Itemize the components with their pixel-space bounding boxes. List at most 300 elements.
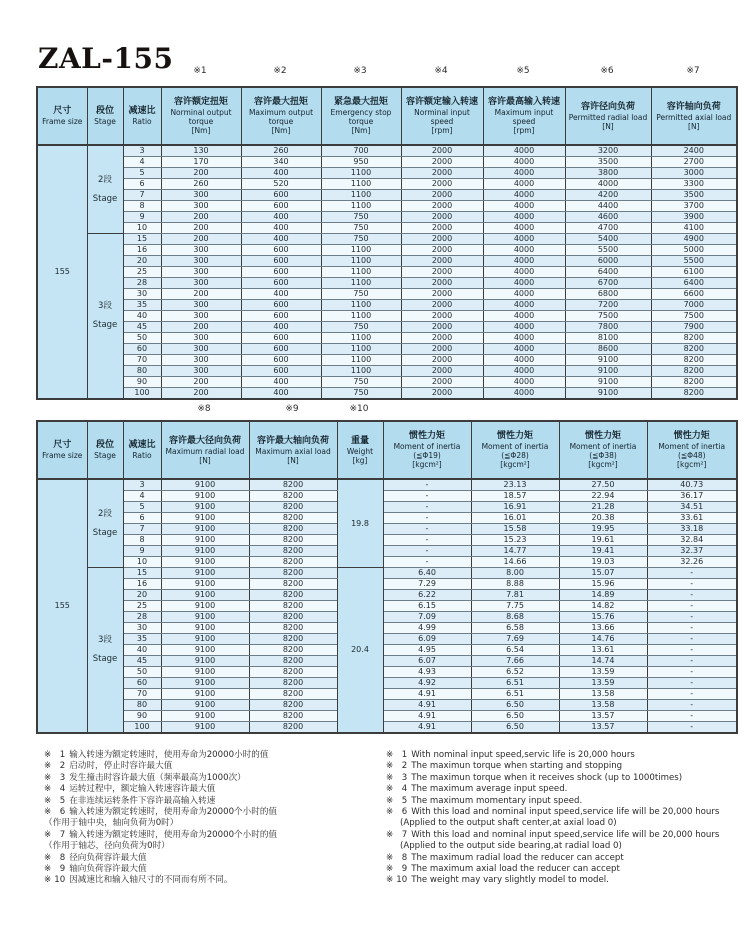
value-cell: 950	[321, 157, 401, 168]
value-cell: 8200	[249, 711, 337, 722]
value-cell: -	[383, 535, 471, 546]
ratio-cell: 3	[123, 145, 161, 157]
value-cell: 6800	[565, 289, 651, 300]
footnote-text: 在非连续运转条件下容许最高输入转速	[69, 795, 216, 806]
ref-mark: ※	[44, 807, 52, 818]
header-unit: [N]	[602, 121, 614, 131]
value-cell: 2000	[401, 234, 483, 245]
value-cell: 4000	[483, 311, 565, 322]
value-cell: 9100	[161, 656, 249, 667]
value-cell: 6.09	[383, 634, 471, 645]
footnote-number: 1	[401, 750, 408, 760]
value-cell: 4100	[651, 223, 737, 234]
ratio-cell: 3	[123, 479, 161, 491]
ratio-cell: 100	[123, 722, 161, 734]
value-cell: 6.51	[471, 689, 559, 700]
value-cell: 300	[161, 333, 241, 344]
ratio-cell: 28	[123, 278, 161, 289]
footnote-line	[44, 830, 386, 841]
value-cell: 23.13	[471, 479, 559, 491]
value-cell: 32.26	[647, 557, 737, 568]
header-en: Emergency stop torque	[330, 108, 392, 126]
header-shaft-size: (≦Φ48)	[677, 451, 706, 460]
value-cell: 750	[321, 223, 401, 234]
value-cell: 8200	[249, 612, 337, 623]
header-en: Maximum radial load	[165, 446, 245, 456]
value-cell: 8200	[249, 491, 337, 502]
ref-mark: ※	[44, 750, 52, 760]
footnote-line	[44, 784, 386, 795]
header-unit: [kgcm²]	[500, 460, 530, 469]
footnote-line	[386, 773, 746, 784]
col-header-frame-size	[37, 87, 87, 145]
value-cell: 3500	[565, 157, 651, 168]
value-cell: 1100	[321, 366, 401, 377]
header-en: Stage	[94, 117, 116, 126]
value-cell: 8100	[565, 333, 651, 344]
value-cell: 1100	[321, 300, 401, 311]
table-row	[37, 355, 737, 366]
footnote-number: 4	[401, 784, 408, 795]
value-cell: 4000	[483, 212, 565, 223]
col-header-nominal-input-speed	[401, 87, 483, 145]
value-cell: 2000	[401, 311, 483, 322]
value-cell: 4000	[483, 201, 565, 212]
table-row	[37, 535, 737, 546]
value-cell: 2000	[401, 278, 483, 289]
footnote-number: 5	[59, 795, 66, 806]
value-cell: 15.23	[471, 535, 559, 546]
ratio-cell: 6	[123, 513, 161, 524]
ref-mark: ※	[386, 795, 394, 806]
value-cell: 4000	[483, 267, 565, 278]
value-cell: 4000	[483, 168, 565, 179]
ratio-cell: 9	[123, 212, 161, 223]
value-cell: 9100	[161, 513, 249, 524]
value-cell: 7.66	[471, 656, 559, 667]
header-en: Moment of inertia	[481, 442, 549, 451]
value-cell: 2000	[401, 157, 483, 168]
value-cell: 8200	[249, 546, 337, 557]
value-cell: 8200	[249, 535, 337, 546]
value-cell: 300	[161, 355, 241, 366]
header-zh: 段位	[95, 440, 114, 450]
table-row	[37, 300, 737, 311]
header-unit: [kg]	[352, 455, 368, 465]
header-en: Norminal output torque	[170, 108, 232, 126]
value-cell: 8200	[651, 355, 737, 366]
table-row	[37, 579, 737, 590]
value-cell: 36.17	[647, 491, 737, 502]
value-cell: 9100	[161, 612, 249, 623]
value-cell: 9100	[161, 711, 249, 722]
header-unit: [kgcm²]	[412, 460, 442, 469]
col-header-maximum-axial-load	[249, 421, 337, 479]
value-cell: 4.99	[383, 623, 471, 634]
value-cell: 600	[241, 278, 321, 289]
value-cell: 2000	[401, 256, 483, 267]
col-header-inertia-phi38	[559, 421, 647, 479]
table2-ref-marks	[36, 404, 736, 417]
table-row	[37, 502, 737, 513]
value-cell: 750	[321, 322, 401, 333]
table-row	[37, 388, 737, 400]
value-cell: 8200	[651, 366, 737, 377]
value-cell: 13.59	[559, 678, 647, 689]
table-row	[37, 179, 737, 190]
value-cell: 6.15	[383, 601, 471, 612]
value-cell: 2000	[401, 223, 483, 234]
value-cell: 600	[241, 256, 321, 267]
value-cell: 200	[161, 234, 241, 245]
ratio-cell: 10	[123, 557, 161, 568]
header-en: Maximum axial load	[255, 446, 331, 456]
value-cell: -	[647, 700, 737, 711]
ref-mark: ※10	[349, 404, 369, 414]
table-row	[37, 590, 737, 601]
col-header-maximum-input-speed	[483, 87, 565, 145]
value-cell: 2000	[401, 212, 483, 223]
value-cell: 200	[161, 212, 241, 223]
footnote-number: 3	[59, 772, 66, 783]
table-row	[37, 557, 737, 568]
value-cell: 2000	[401, 388, 483, 400]
ratio-cell: 4	[123, 157, 161, 168]
ratio-cell: 45	[123, 322, 161, 333]
value-cell: 4000	[483, 366, 565, 377]
table-row	[37, 645, 737, 656]
ratio-cell: 9	[123, 546, 161, 557]
value-cell: 6.07	[383, 656, 471, 667]
value-cell: 9100	[161, 634, 249, 645]
value-cell: 400	[241, 388, 321, 400]
value-cell: 6100	[651, 267, 737, 278]
footnote-text: The maximun torque when starting and stopping	[411, 761, 623, 772]
ref-mark: ※2	[273, 66, 287, 76]
value-cell: 9100	[565, 355, 651, 366]
value-cell: 200	[161, 388, 241, 400]
header-unit: [rpm]	[513, 126, 535, 135]
footnote-text: With nominal input speed,servic life is 20,000 hours	[411, 750, 635, 760]
ratio-cell: 5	[123, 502, 161, 513]
value-cell: 3200	[565, 145, 651, 157]
value-cell: 6.51	[471, 678, 559, 689]
value-cell: 13.61	[559, 645, 647, 656]
ratio-cell: 90	[123, 377, 161, 388]
ratio-cell: 50	[123, 333, 161, 344]
footnote-number: 3	[401, 772, 408, 783]
header-en: Maximum input speed	[494, 108, 554, 126]
value-cell: 1100	[321, 201, 401, 212]
col-header-maximum-radial-load	[161, 421, 249, 479]
value-cell: -	[647, 590, 737, 601]
stage-label-zh: 2段	[98, 174, 112, 185]
value-cell: 3700	[651, 201, 737, 212]
footnote-number: 9	[401, 864, 408, 875]
header-zh: 容许最大扭矩	[253, 97, 308, 107]
value-cell: 300	[161, 201, 241, 212]
stage-cell	[87, 145, 123, 234]
col-header-stage	[87, 87, 123, 145]
value-cell: 9100	[161, 546, 249, 557]
ratio-cell: 30	[123, 289, 161, 300]
value-cell: 4000	[483, 388, 565, 400]
col-header-nominal-output-torque	[161, 87, 241, 145]
footnote-text: The maximum average input speed.	[411, 784, 568, 795]
header-zh: 减速比	[128, 440, 156, 450]
stage-label-en: Stage	[92, 654, 118, 664]
footnote-number: 8	[401, 852, 408, 863]
value-cell: 600	[241, 267, 321, 278]
footnote-text: 启动时，停止时容许最大值	[69, 761, 173, 772]
ratio-cell: 100	[123, 388, 161, 400]
footnote-text: 运转过程中，额定输入转速容许最大值	[69, 784, 216, 795]
value-cell: 6.50	[471, 700, 559, 711]
value-cell: 2000	[401, 300, 483, 311]
value-cell: 9100	[161, 667, 249, 678]
value-cell: 600	[241, 355, 321, 366]
ratio-cell: 15	[123, 568, 161, 579]
ratio-cell: 8	[123, 535, 161, 546]
value-cell: 4000	[483, 300, 565, 311]
value-cell: 4600	[565, 212, 651, 223]
value-cell: 300	[161, 311, 241, 322]
value-cell: 2000	[401, 344, 483, 355]
col-header-permitted-radial-load	[565, 87, 651, 145]
footnote-line	[386, 796, 746, 807]
table1-body	[37, 145, 737, 399]
col-header-ratio	[123, 87, 161, 145]
value-cell: 13.58	[559, 700, 647, 711]
value-cell: 8200	[651, 388, 737, 400]
ref-mark: ※	[386, 807, 394, 818]
footnote-number: 2	[401, 761, 408, 772]
value-cell: 400	[241, 289, 321, 300]
value-cell: -	[383, 479, 471, 491]
value-cell: 6.52	[471, 667, 559, 678]
value-cell: 6400	[651, 278, 737, 289]
value-cell: 4000	[483, 355, 565, 366]
value-cell: 19.95	[559, 524, 647, 535]
value-cell: 600	[241, 245, 321, 256]
ref-mark: ※	[386, 852, 394, 863]
value-cell: 1100	[321, 333, 401, 344]
footnote-text: 发生撞击时容许最大值（频率最高为1000次）	[69, 772, 246, 783]
value-cell: 750	[321, 289, 401, 300]
value-cell: 7.09	[383, 612, 471, 623]
value-cell: 40.73	[647, 479, 737, 491]
footnote-text: 输入转速为额定转速时，使用寿命为20000小时的值	[69, 750, 269, 760]
ref-mark: ※9	[285, 404, 299, 414]
stage-label-en: Stage	[92, 193, 118, 204]
value-cell: 750	[321, 212, 401, 223]
value-cell: 7.29	[383, 579, 471, 590]
table-row	[37, 491, 737, 502]
value-cell: 130	[161, 145, 241, 157]
ref-mark: ※	[386, 772, 394, 783]
footnote-continuation: (Applied to the output shaft center,at axial load 0)	[400, 818, 617, 829]
header-zh: 尺寸	[53, 106, 72, 116]
value-cell: 9100	[161, 590, 249, 601]
value-cell: 8200	[651, 333, 737, 344]
value-cell: -	[647, 722, 737, 734]
ratio-cell: 16	[123, 579, 161, 590]
value-cell: 4000	[483, 179, 565, 190]
value-cell: 300	[161, 256, 241, 267]
header-unit: [kgcm²]	[677, 460, 707, 469]
value-cell: 300	[161, 366, 241, 377]
value-cell: 400	[241, 168, 321, 179]
header-zh: 段位	[95, 106, 114, 116]
value-cell: -	[383, 557, 471, 568]
value-cell: 6700	[565, 278, 651, 289]
value-cell: -	[647, 711, 737, 722]
table-row	[37, 700, 737, 711]
value-cell: 4000	[483, 278, 565, 289]
value-cell: 9100	[161, 700, 249, 711]
ref-mark: ※	[386, 784, 394, 795]
header-shaft-size: (≦Φ38)	[589, 451, 617, 460]
table-row	[37, 524, 737, 535]
value-cell: 4000	[565, 179, 651, 190]
weight-cell: 20.4	[337, 568, 383, 734]
table-row	[37, 322, 737, 333]
header-en: Ratio	[132, 117, 152, 126]
footnote-number: 7	[59, 829, 66, 840]
footnote-number: 8	[59, 852, 66, 863]
header-zh: 容许额定扭矩	[173, 97, 228, 107]
value-cell: 13.57	[559, 722, 647, 734]
ref-mark: ※	[44, 795, 52, 806]
footnote-continuation: （作用于轴芯，径向负荷为0时）	[44, 841, 170, 852]
value-cell: 3900	[651, 212, 737, 223]
stage-label-en: Stage	[92, 527, 118, 538]
header-zh: 惯性力矩	[584, 431, 621, 441]
value-cell: 21.28	[559, 502, 647, 513]
value-cell: 16.01	[471, 513, 559, 524]
value-cell: 600	[241, 300, 321, 311]
ratio-cell: 70	[123, 355, 161, 366]
footnote-number: 10	[396, 875, 408, 886]
ref-mark: ※	[44, 784, 52, 795]
table2-header	[37, 421, 737, 479]
footnote-line	[386, 864, 746, 875]
value-cell: 4900	[651, 234, 737, 245]
footnote-line	[386, 761, 746, 772]
value-cell: 8200	[249, 645, 337, 656]
footnote-number: 2	[59, 761, 66, 772]
header-unit: [N]	[688, 121, 700, 131]
value-cell: 520	[241, 179, 321, 190]
col-header-inertia-phi28	[471, 421, 559, 479]
value-cell: 9100	[565, 366, 651, 377]
table-row	[37, 267, 737, 278]
value-cell: 6.22	[383, 590, 471, 601]
value-cell: 6.54	[471, 645, 559, 656]
value-cell: 600	[241, 333, 321, 344]
value-cell: 8200	[249, 678, 337, 689]
header-zh: 减速比	[128, 106, 156, 116]
ratio-cell: 40	[123, 311, 161, 322]
col-header-maximum-output-torque	[241, 87, 321, 145]
value-cell: 5500	[565, 245, 651, 256]
footnotes-chinese	[44, 750, 386, 887]
ref-mark: ※	[386, 864, 394, 875]
header-en: Norminal input speed	[414, 108, 470, 126]
value-cell: 14.77	[471, 546, 559, 557]
value-cell: -	[647, 689, 737, 700]
header-en: Frame size	[42, 117, 83, 126]
value-cell: 600	[241, 201, 321, 212]
table-row	[37, 344, 737, 355]
value-cell: 400	[241, 377, 321, 388]
value-cell: 4.91	[383, 689, 471, 700]
ref-mark: ※	[386, 875, 394, 886]
ref-mark: ※4	[434, 66, 448, 76]
value-cell: 400	[241, 322, 321, 333]
value-cell: 14.66	[471, 557, 559, 568]
value-cell: 9100	[161, 535, 249, 546]
value-cell: 1100	[321, 168, 401, 179]
ref-mark: ※1	[193, 66, 207, 76]
value-cell: 4000	[483, 377, 565, 388]
value-cell: 1100	[321, 278, 401, 289]
table1-ref-marks	[36, 66, 736, 79]
ratio-cell: 35	[123, 300, 161, 311]
value-cell: 5000	[651, 245, 737, 256]
ratio-cell: 80	[123, 700, 161, 711]
value-cell: 14.74	[559, 656, 647, 667]
value-cell: 750	[321, 377, 401, 388]
value-cell: 14.89	[559, 590, 647, 601]
value-cell: 9100	[161, 722, 249, 734]
table-row	[37, 722, 737, 734]
value-cell: 33.18	[647, 524, 737, 535]
value-cell: -	[647, 601, 737, 612]
value-cell: 32.37	[647, 546, 737, 557]
ref-mark: ※	[44, 772, 52, 783]
table-row	[37, 601, 737, 612]
value-cell: 7.69	[471, 634, 559, 645]
ratio-cell: 4	[123, 491, 161, 502]
header-unit: [Nm]	[271, 126, 291, 135]
header-en: Weight	[346, 446, 374, 456]
value-cell: 15.96	[559, 579, 647, 590]
value-cell: 4000	[483, 145, 565, 157]
value-cell: 2700	[651, 157, 737, 168]
value-cell: 2000	[401, 322, 483, 333]
value-cell: -	[647, 656, 737, 667]
ratio-cell: 60	[123, 678, 161, 689]
stage-cell	[87, 479, 123, 568]
header-zh: 惯性力矩	[496, 431, 533, 441]
torque-speed-load-table	[36, 86, 738, 400]
footnote-line	[386, 784, 746, 795]
value-cell: 15.58	[471, 524, 559, 535]
value-cell: -	[647, 645, 737, 656]
value-cell: 9100	[161, 678, 249, 689]
value-cell: 200	[161, 223, 241, 234]
value-cell: 9100	[161, 479, 249, 491]
footnote-number: 9	[59, 864, 66, 875]
ratio-cell: 30	[123, 623, 161, 634]
table-row	[37, 245, 737, 256]
value-cell: 4000	[483, 256, 565, 267]
footnotes	[44, 750, 746, 887]
value-cell: 8600	[565, 344, 651, 355]
value-cell: 20.38	[559, 513, 647, 524]
col-header-emergency-stop-torque	[321, 87, 401, 145]
